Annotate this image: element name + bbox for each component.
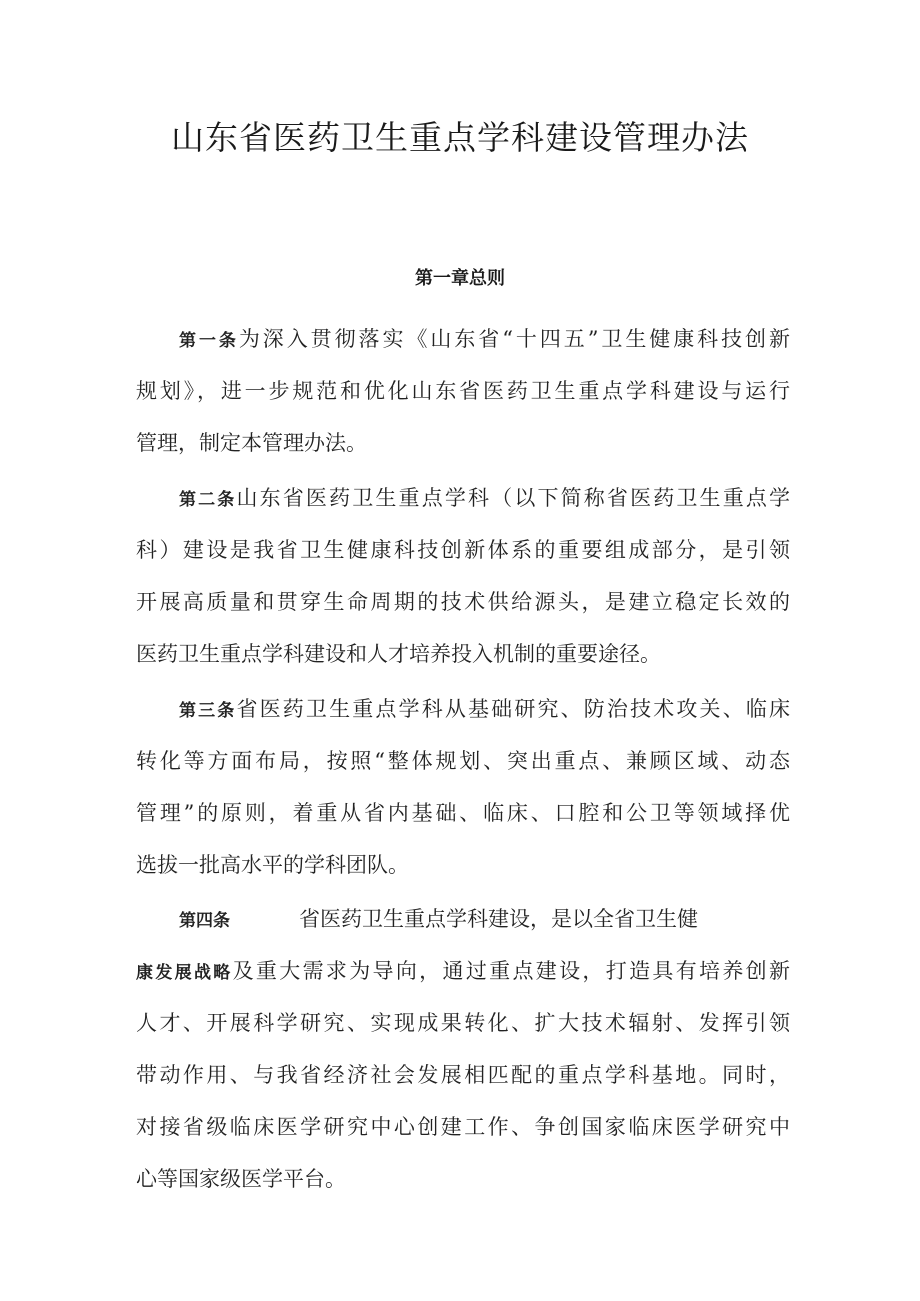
document-title: 山东省医药卫生重点学科建设管理办法 — [171, 118, 749, 157]
article-text: 山东省医药卫生重点学科（以下简称省医药卫生重点学 — [236, 486, 791, 510]
article-line — [136, 945, 790, 997]
article-1 — [136, 313, 790, 469]
article-line: 选拔一批高水平的学科团队。 — [136, 853, 409, 877]
article-line: 医药卫生重点学科建设和人才培养投入机制的重要途径。 — [136, 642, 661, 666]
article-line — [136, 313, 790, 365]
article-2 — [136, 472, 790, 680]
article-line: 管理，制定本管理办法。 — [136, 431, 367, 455]
article-text: 省医药卫生重点学科从基础研究、防治技术攻关、临床 — [236, 697, 791, 721]
article-line: 开展高质量和贯穿生命周期的技术供给源头，是建立稳定长效的 — [136, 590, 790, 614]
article-label: 第一条 — [179, 331, 239, 351]
article-emphasis: 康发展战略 — [136, 963, 233, 983]
article-text: 省医药卫生重点学科建设，是以全省卫生健 — [299, 907, 698, 931]
chapter-heading: 第一章总则 — [415, 268, 505, 289]
article-4 — [136, 893, 790, 1205]
article-text: 为深入贯彻落实《山东省“十四五”卫生健康科技创新 — [238, 327, 791, 351]
article-line: 对接省级临床医学研究中心创建工作、争创国家临床医学研究中 — [136, 1115, 790, 1139]
article-text: 及重大需求为导向，通过重点建设，打造具有培养创新 — [232, 959, 791, 983]
article-3 — [136, 683, 790, 891]
article-line — [136, 683, 790, 735]
article-label: 第二条 — [179, 490, 237, 510]
article-label: 第三条 — [179, 701, 237, 721]
article-line: 心等国家级医学平台。 — [136, 1167, 346, 1191]
article-line — [136, 893, 790, 945]
article-line — [136, 472, 790, 524]
article-label: 第四条 — [179, 911, 230, 931]
article-line: 科）建设是我省卫生健康科技创新体系的重要组成部分，是引领 — [136, 538, 790, 562]
article-line: 人才、开展科学研究、实现成果转化、扩大技术辐射、发挥引领 — [136, 1011, 790, 1035]
article-line: 带动作用、与我省经济社会发展相匹配的重点学科基地。同时， — [136, 1063, 790, 1087]
article-line: 转化等方面布局，按照“整体规划、突出重点、兼顾区域、动态 — [136, 749, 790, 773]
article-line: 规划》，进一步规范和优化山东省医药卫生重点学科建设与运行 — [136, 379, 790, 403]
article-line: 管理”的原则，着重从省内基础、临床、口腔和公卫等领域择优 — [136, 801, 790, 825]
